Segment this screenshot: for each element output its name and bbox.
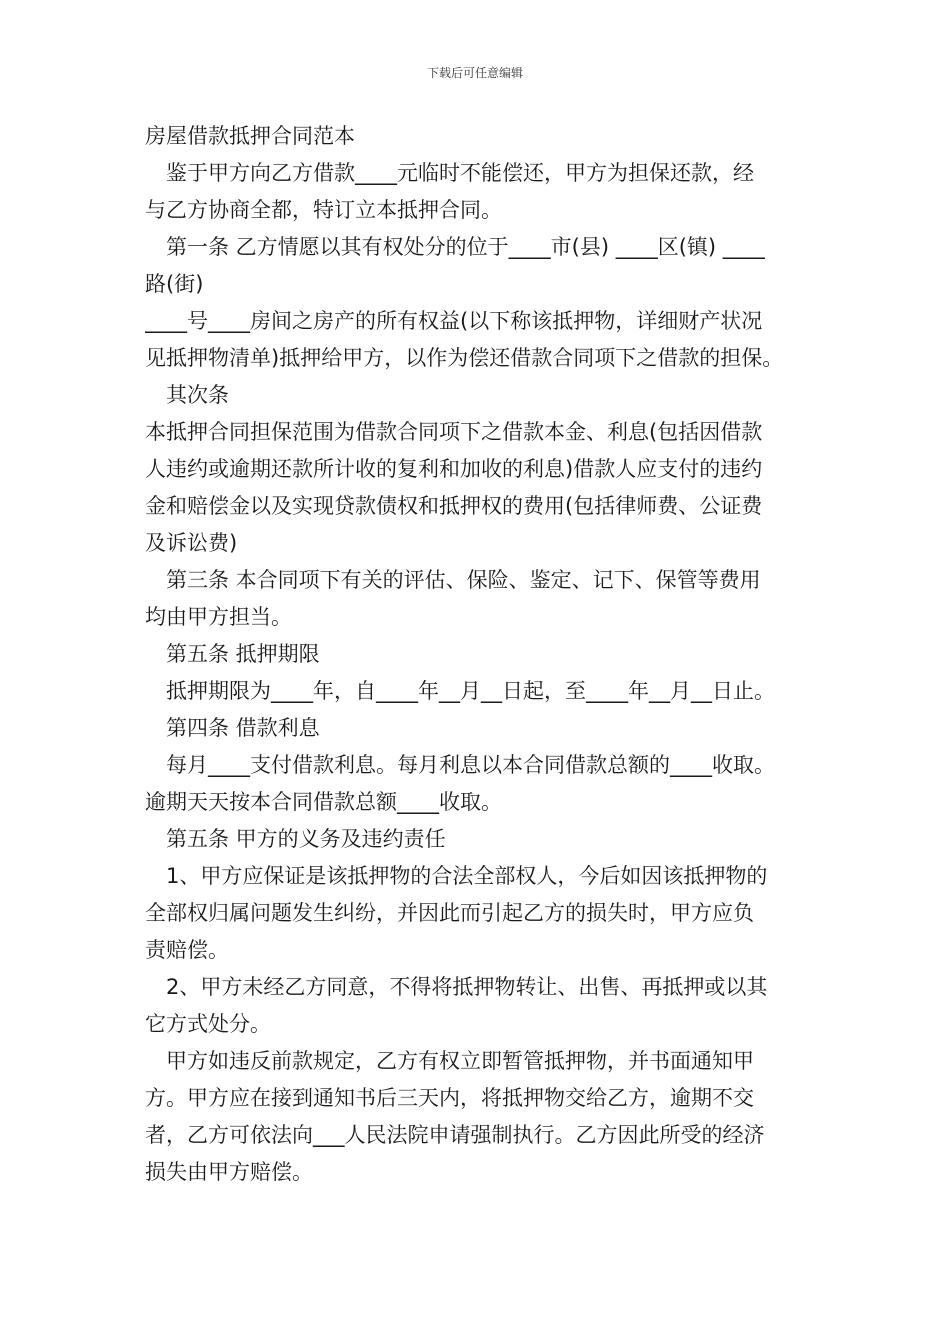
text-line: 损失由甲方赔偿。 [145, 1160, 313, 1184]
text-line: 其次条 [166, 383, 229, 407]
text-line: 逾期天天按本合同借款总额____收取。 [145, 790, 502, 814]
text-line: 第五条 甲方的义务及违约责任 [166, 827, 446, 851]
text-line: 及诉讼费) [145, 531, 238, 555]
text-line: 每月____支付借款利息。每月利息以本合同借款总额的____收取。 [166, 753, 775, 777]
text-line: 抵押期限为____年，自____年__月__日起，至____年__月__日止。 [166, 679, 775, 703]
text-line: 第五条 抵押期限 [166, 642, 320, 666]
text-line: 第三条 本合同项下有关的评估、保险、鉴定、记下、保管等费用 [166, 568, 761, 592]
document-body [145, 118, 810, 1191]
text-line: 与乙方协商全都，特订立本抵押合同。 [145, 198, 502, 222]
text-line: 金和赔偿金以及实现贷款债权和抵押权的费用(包括律师费、公证费 [145, 494, 763, 518]
text-line: 它方式处分。 [145, 1012, 271, 1036]
text-line: 本抵押合同担保范围为借款合同项下之借款本金、利息(包括因借款 [145, 420, 763, 444]
text-line: 第四条 借款利息 [166, 716, 320, 740]
text-line: 1、甲方应保证是该抵押物的合法全部权人，今后如因该抵押物的 [166, 864, 768, 888]
text-line: 均由甲方担当。 [145, 605, 292, 629]
document-title: 房屋借款抵押合同范本 [145, 124, 355, 148]
text-line: 者，乙方可依法向___人民法院申请强制执行。乙方因此所受的经济 [145, 1123, 765, 1147]
text-line: 2、甲方未经乙方同意，不得将抵押物转让、出售、再抵押或以其 [166, 975, 768, 999]
text-line: 人违约或逾期还款所计收的复利和加收的利息)借款人应支付的违约 [145, 457, 763, 481]
text-line: 见抵押物清单)抵押给甲方，以作为偿还借款合同项下之借款的担保。 [145, 346, 784, 370]
text-line: 第一条 乙方情愿以其有权处分的位于____市(县) ____区(镇) ____ [166, 235, 765, 259]
page-header: 下载后可任意编辑 [426, 66, 523, 80]
text-line: 路(街) [145, 272, 204, 296]
text-line: 责赔偿。 [145, 938, 229, 962]
text-line: 全部权归属问题发生纠纷，并因此而引起乙方的损失时，甲方应负 [145, 901, 754, 925]
text-line: 方。甲方应在接到通知书后三天内，将抵押物交给乙方，逾期不交 [145, 1086, 754, 1110]
text-line: 甲方如违反前款规定，乙方有权立即暂管抵押物，并书面通知甲 [166, 1049, 754, 1073]
text-line: 鉴于甲方向乙方借款____元临时不能偿还，甲方为担保还款，经 [166, 161, 754, 185]
text-line: ____号____房间之房产的所有权益(以下称该抵押物，详细财产状况 [145, 309, 763, 333]
